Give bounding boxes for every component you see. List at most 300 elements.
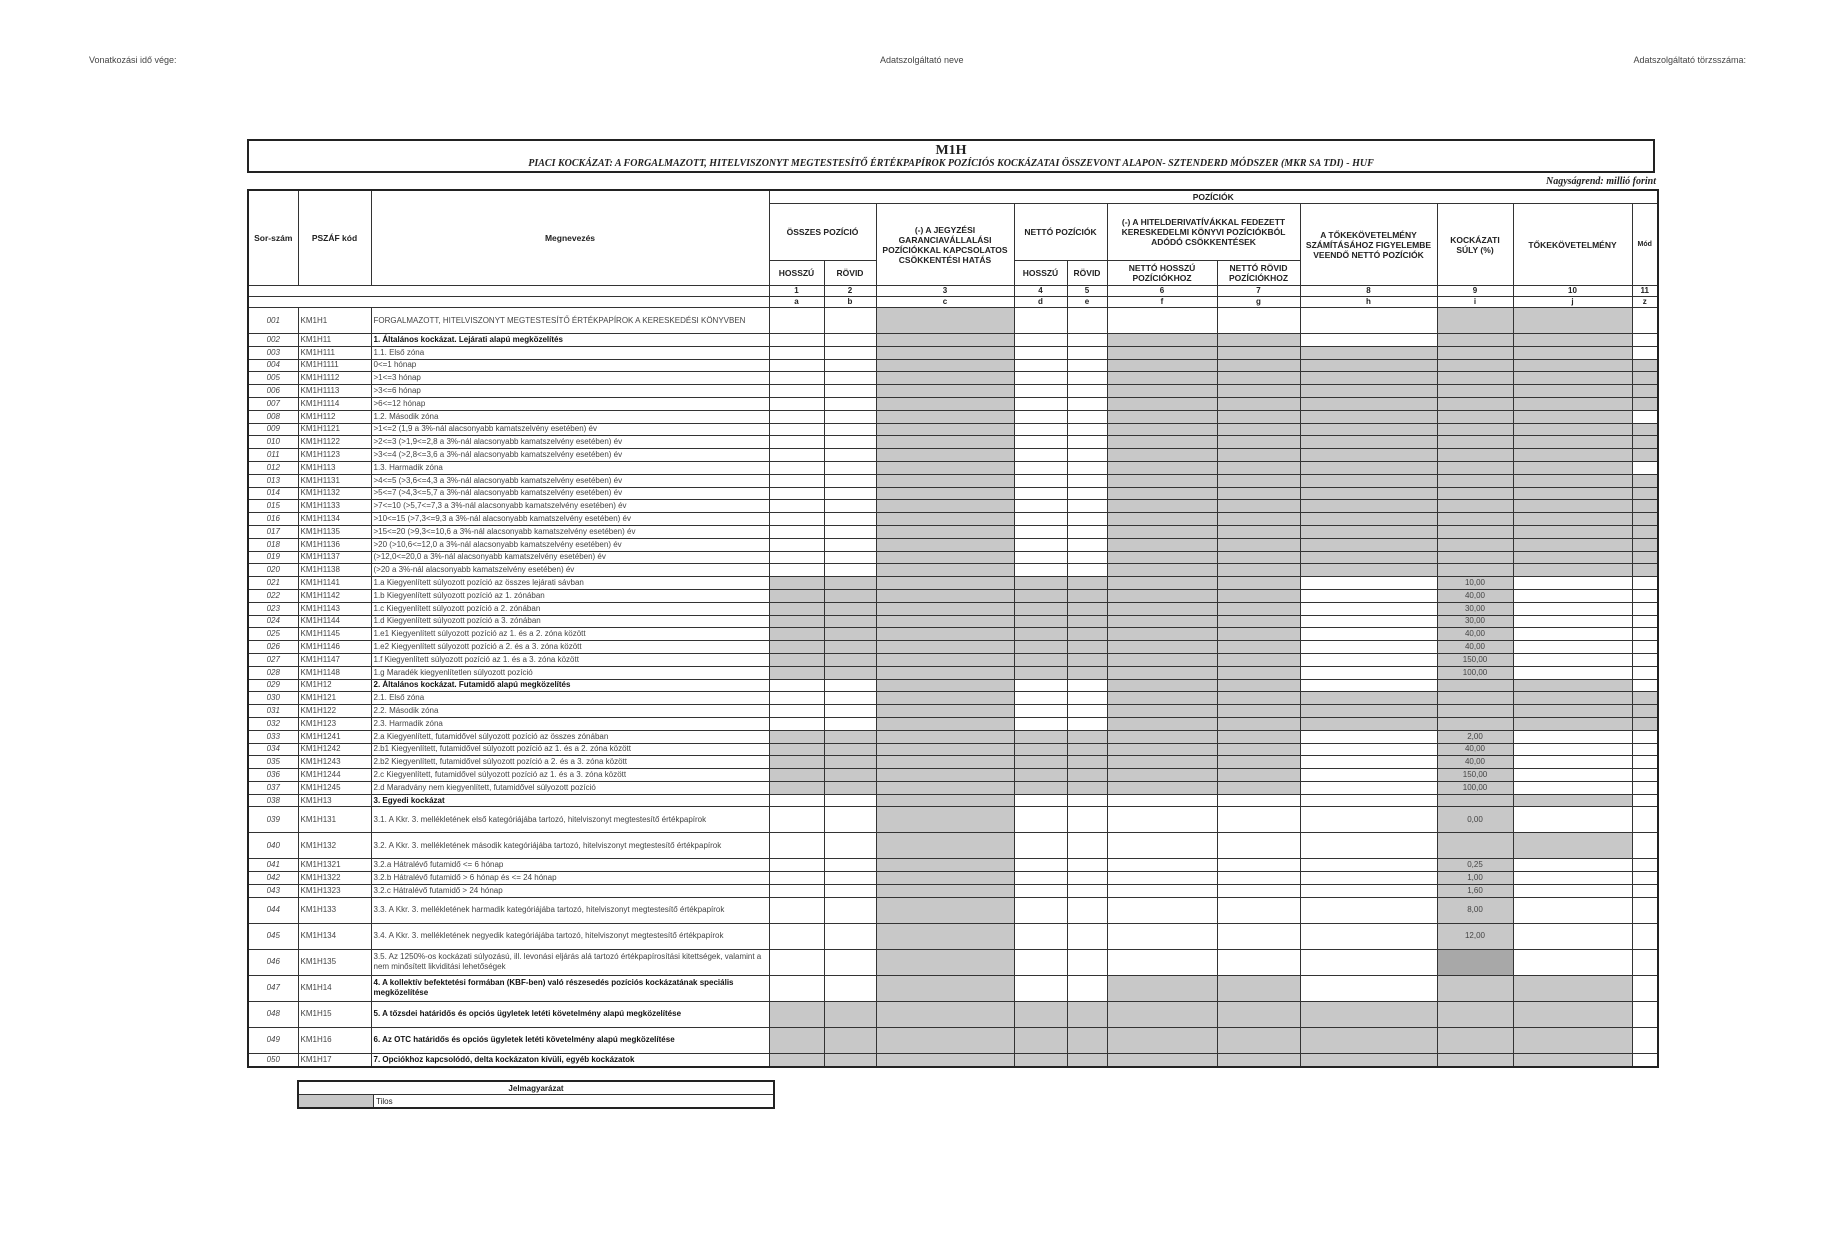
cell-d[interactable] bbox=[1014, 461, 1067, 474]
cell-d[interactable] bbox=[1014, 564, 1067, 577]
cell-b[interactable] bbox=[824, 794, 876, 807]
cell-d[interactable] bbox=[1014, 705, 1067, 718]
cell-d[interactable] bbox=[1014, 346, 1067, 359]
cell-e[interactable] bbox=[1067, 692, 1107, 705]
cell-j[interactable] bbox=[1513, 897, 1632, 923]
cell-a[interactable] bbox=[769, 551, 824, 564]
risk-weight-cell bbox=[1437, 717, 1513, 730]
cell-g bbox=[1217, 538, 1300, 551]
row-number: 030 bbox=[248, 692, 298, 705]
cell-b[interactable] bbox=[824, 717, 876, 730]
table-row bbox=[248, 833, 1658, 859]
cell-h[interactable] bbox=[1300, 577, 1437, 590]
cell-a[interactable] bbox=[769, 334, 824, 347]
cell-j[interactable] bbox=[1513, 859, 1632, 872]
cell-z[interactable] bbox=[1632, 346, 1658, 359]
row-code: KM1H133 bbox=[298, 897, 371, 923]
cell-h[interactable] bbox=[1300, 949, 1437, 975]
cell-j[interactable] bbox=[1513, 589, 1632, 602]
cell-g[interactable] bbox=[1217, 833, 1300, 859]
cell-d[interactable] bbox=[1014, 397, 1067, 410]
cell-z[interactable] bbox=[1632, 589, 1658, 602]
cell-b[interactable] bbox=[824, 359, 876, 372]
cell-b[interactable] bbox=[824, 423, 876, 436]
cell-e[interactable] bbox=[1067, 885, 1107, 898]
cell-e[interactable] bbox=[1067, 859, 1107, 872]
cell-b[interactable] bbox=[824, 692, 876, 705]
cell-d[interactable] bbox=[1014, 872, 1067, 885]
cell-b[interactable] bbox=[824, 807, 876, 833]
cell-z[interactable] bbox=[1632, 1001, 1658, 1027]
cell-b[interactable] bbox=[824, 487, 876, 500]
cell-a[interactable] bbox=[769, 397, 824, 410]
cell-d[interactable] bbox=[1014, 334, 1067, 347]
cell-e[interactable] bbox=[1067, 717, 1107, 730]
cell-b[interactable] bbox=[824, 461, 876, 474]
cell-e[interactable] bbox=[1067, 500, 1107, 513]
cell-b[interactable] bbox=[824, 538, 876, 551]
cell-z[interactable] bbox=[1632, 859, 1658, 872]
cell-g[interactable] bbox=[1217, 949, 1300, 975]
cell-a bbox=[769, 756, 824, 769]
cell-e[interactable] bbox=[1067, 705, 1107, 718]
cell-z[interactable] bbox=[1632, 769, 1658, 782]
row-label: >20 (>10,6<=12,0 a 3%-nál alacsonyabb kamatszelvény esetében) év bbox=[371, 538, 769, 551]
cell-h[interactable] bbox=[1300, 794, 1437, 807]
cell-b[interactable] bbox=[824, 308, 876, 334]
cell-b[interactable] bbox=[824, 897, 876, 923]
cell-a[interactable] bbox=[769, 794, 824, 807]
row-label: >1<=2 (1,9 a 3%-nál alacsonyabb kamatszelvény esetében) év bbox=[371, 423, 769, 436]
cell-d[interactable] bbox=[1014, 474, 1067, 487]
cell-d[interactable] bbox=[1014, 513, 1067, 526]
cell-d[interactable] bbox=[1014, 308, 1067, 334]
col-num: 11 bbox=[1632, 286, 1658, 297]
cell-a[interactable] bbox=[769, 859, 824, 872]
cell-j[interactable] bbox=[1513, 923, 1632, 949]
risk-weight-cell bbox=[1437, 385, 1513, 398]
cell-z[interactable] bbox=[1632, 410, 1658, 423]
cell-z[interactable] bbox=[1632, 308, 1658, 334]
cell-z[interactable] bbox=[1632, 461, 1658, 474]
cell-z[interactable] bbox=[1632, 334, 1658, 347]
cell-e[interactable] bbox=[1067, 372, 1107, 385]
cell-g bbox=[1217, 385, 1300, 398]
cell-h[interactable] bbox=[1300, 308, 1437, 334]
cell-a[interactable] bbox=[769, 449, 824, 462]
cell-e[interactable] bbox=[1067, 334, 1107, 347]
row-code: KM1H1244 bbox=[298, 769, 371, 782]
cell-d[interactable] bbox=[1014, 551, 1067, 564]
cell-e[interactable] bbox=[1067, 436, 1107, 449]
table-row bbox=[248, 474, 1658, 487]
cell-d[interactable] bbox=[1014, 949, 1067, 975]
cell-a[interactable] bbox=[769, 359, 824, 372]
cell-z[interactable] bbox=[1632, 897, 1658, 923]
cell-a[interactable] bbox=[769, 487, 824, 500]
cell-z[interactable] bbox=[1632, 628, 1658, 641]
cell-e[interactable] bbox=[1067, 975, 1107, 1001]
cell-h[interactable] bbox=[1300, 872, 1437, 885]
cell-z[interactable] bbox=[1632, 885, 1658, 898]
cell-e[interactable] bbox=[1067, 410, 1107, 423]
cell-d[interactable] bbox=[1014, 923, 1067, 949]
cell-b[interactable] bbox=[824, 525, 876, 538]
cell-f[interactable] bbox=[1107, 897, 1217, 923]
cell-z[interactable] bbox=[1632, 756, 1658, 769]
row-code: KM1H1141 bbox=[298, 577, 371, 590]
cell-f[interactable] bbox=[1107, 794, 1217, 807]
cell-j[interactable] bbox=[1513, 577, 1632, 590]
cell-b[interactable] bbox=[824, 885, 876, 898]
cell-f[interactable] bbox=[1107, 872, 1217, 885]
cell-h[interactable] bbox=[1300, 653, 1437, 666]
cell-j[interactable] bbox=[1513, 781, 1632, 794]
cell-d[interactable] bbox=[1014, 859, 1067, 872]
cell-h[interactable] bbox=[1300, 334, 1437, 347]
cell-j[interactable] bbox=[1513, 641, 1632, 654]
cell-d[interactable] bbox=[1014, 833, 1067, 859]
cell-b[interactable] bbox=[824, 397, 876, 410]
cell-e[interactable] bbox=[1067, 461, 1107, 474]
cell-z[interactable] bbox=[1632, 641, 1658, 654]
cell-h[interactable] bbox=[1300, 641, 1437, 654]
cell-e[interactable] bbox=[1067, 551, 1107, 564]
cell-j[interactable] bbox=[1513, 756, 1632, 769]
cell-a[interactable] bbox=[769, 692, 824, 705]
cell-j[interactable] bbox=[1513, 872, 1632, 885]
cell-a[interactable] bbox=[769, 538, 824, 551]
cell-d[interactable] bbox=[1014, 679, 1067, 692]
cell-a[interactable] bbox=[769, 525, 824, 538]
cell-j[interactable] bbox=[1513, 769, 1632, 782]
cell-z[interactable] bbox=[1632, 923, 1658, 949]
row-label: >5<=7 (>4,3<=5,7 a 3%-nál alacsonyabb kamatszelvény esetében) év bbox=[371, 487, 769, 500]
cell-g[interactable] bbox=[1217, 897, 1300, 923]
row-label: 2.2. Második zóna bbox=[371, 705, 769, 718]
risk-weight-cell bbox=[1437, 564, 1513, 577]
cell-g[interactable] bbox=[1217, 807, 1300, 833]
cell-d[interactable] bbox=[1014, 885, 1067, 898]
cell-d[interactable] bbox=[1014, 692, 1067, 705]
cell-a[interactable] bbox=[769, 564, 824, 577]
cell-a[interactable] bbox=[769, 717, 824, 730]
cell-e[interactable] bbox=[1067, 513, 1107, 526]
cell-a[interactable] bbox=[769, 679, 824, 692]
row-code: KM1H121 bbox=[298, 692, 371, 705]
cell-z[interactable] bbox=[1632, 666, 1658, 679]
row-code: KM1H1142 bbox=[298, 589, 371, 602]
cell-d[interactable] bbox=[1014, 807, 1067, 833]
risk-weight-cell: 40,00 bbox=[1437, 589, 1513, 602]
cell-e[interactable] bbox=[1067, 833, 1107, 859]
cell-e[interactable] bbox=[1067, 564, 1107, 577]
cell-j[interactable] bbox=[1513, 628, 1632, 641]
form-title-box bbox=[247, 139, 1655, 173]
cell-z[interactable] bbox=[1632, 679, 1658, 692]
cell-b[interactable] bbox=[824, 474, 876, 487]
cell-f bbox=[1107, 461, 1217, 474]
risk-weight-cell bbox=[1437, 397, 1513, 410]
cell-z bbox=[1632, 538, 1658, 551]
cell-h[interactable] bbox=[1300, 859, 1437, 872]
row-code: KM1H134 bbox=[298, 923, 371, 949]
row-code: KM1H1323 bbox=[298, 885, 371, 898]
cell-d bbox=[1014, 653, 1067, 666]
cell-f bbox=[1107, 346, 1217, 359]
cell-h[interactable] bbox=[1300, 781, 1437, 794]
cell-j[interactable] bbox=[1513, 666, 1632, 679]
cell-z[interactable] bbox=[1632, 975, 1658, 1001]
cell-b[interactable] bbox=[824, 859, 876, 872]
cell-e[interactable] bbox=[1067, 487, 1107, 500]
cell-f[interactable] bbox=[1107, 923, 1217, 949]
cell-z[interactable] bbox=[1632, 833, 1658, 859]
cell-h[interactable] bbox=[1300, 730, 1437, 743]
cell-h[interactable] bbox=[1300, 666, 1437, 679]
cell-a[interactable] bbox=[769, 872, 824, 885]
cell-f bbox=[1107, 1053, 1217, 1066]
cell-e[interactable] bbox=[1067, 474, 1107, 487]
col-sorszam: Sor-szám bbox=[248, 190, 298, 286]
cell-a[interactable] bbox=[769, 500, 824, 513]
cell-a[interactable] bbox=[769, 897, 824, 923]
cell-z[interactable] bbox=[1632, 781, 1658, 794]
row-label: 1.e1 Kiegyenlített súlyozott pozíció az 1. és a 2. zóna között bbox=[371, 628, 769, 641]
row-code: KM1H1144 bbox=[298, 615, 371, 628]
cell-b[interactable] bbox=[824, 564, 876, 577]
cell-h bbox=[1300, 423, 1437, 436]
cell-z[interactable] bbox=[1632, 615, 1658, 628]
cell-e[interactable] bbox=[1067, 794, 1107, 807]
cell-h bbox=[1300, 359, 1437, 372]
cell-d[interactable] bbox=[1014, 359, 1067, 372]
cell-c bbox=[876, 461, 1014, 474]
cell-z[interactable] bbox=[1632, 653, 1658, 666]
cell-d[interactable] bbox=[1014, 525, 1067, 538]
cell-a[interactable] bbox=[769, 833, 824, 859]
cell-z[interactable] bbox=[1632, 949, 1658, 975]
cell-a[interactable] bbox=[769, 436, 824, 449]
cell-b[interactable] bbox=[824, 949, 876, 975]
cell-d[interactable] bbox=[1014, 500, 1067, 513]
cell-a[interactable] bbox=[769, 385, 824, 398]
cell-h[interactable] bbox=[1300, 756, 1437, 769]
cell-b[interactable] bbox=[824, 923, 876, 949]
row-number: 038 bbox=[248, 794, 298, 807]
cell-e[interactable] bbox=[1067, 807, 1107, 833]
cell-d[interactable] bbox=[1014, 794, 1067, 807]
cell-z[interactable] bbox=[1632, 1053, 1658, 1066]
cell-a[interactable] bbox=[769, 372, 824, 385]
cell-g bbox=[1217, 372, 1300, 385]
cell-d[interactable] bbox=[1014, 717, 1067, 730]
cell-c bbox=[876, 564, 1014, 577]
cell-j[interactable] bbox=[1513, 615, 1632, 628]
cell-h[interactable] bbox=[1300, 923, 1437, 949]
cell-d[interactable] bbox=[1014, 538, 1067, 551]
cell-g[interactable] bbox=[1217, 923, 1300, 949]
cell-j[interactable] bbox=[1513, 807, 1632, 833]
cell-b[interactable] bbox=[824, 513, 876, 526]
cell-z bbox=[1632, 525, 1658, 538]
cell-b[interactable] bbox=[824, 705, 876, 718]
cell-d[interactable] bbox=[1014, 410, 1067, 423]
cell-a[interactable] bbox=[769, 410, 824, 423]
cell-e[interactable] bbox=[1067, 359, 1107, 372]
cell-d[interactable] bbox=[1014, 449, 1067, 462]
cell-d bbox=[1014, 666, 1067, 679]
row-number: 026 bbox=[248, 641, 298, 654]
cell-j[interactable] bbox=[1513, 885, 1632, 898]
cell-z[interactable] bbox=[1632, 730, 1658, 743]
cell-z[interactable] bbox=[1632, 794, 1658, 807]
cell-a[interactable] bbox=[769, 949, 824, 975]
cell-h[interactable] bbox=[1300, 885, 1437, 898]
cell-d bbox=[1014, 730, 1067, 743]
cell-g[interactable] bbox=[1217, 308, 1300, 334]
cell-a[interactable] bbox=[769, 461, 824, 474]
cell-h[interactable] bbox=[1300, 679, 1437, 692]
cell-g[interactable] bbox=[1217, 794, 1300, 807]
cell-a[interactable] bbox=[769, 885, 824, 898]
cell-d[interactable] bbox=[1014, 436, 1067, 449]
table-row bbox=[248, 308, 1658, 334]
cell-g[interactable] bbox=[1217, 859, 1300, 872]
cell-f[interactable] bbox=[1107, 308, 1217, 334]
cell-h[interactable] bbox=[1300, 615, 1437, 628]
cell-a[interactable] bbox=[769, 308, 824, 334]
cell-z[interactable] bbox=[1632, 1027, 1658, 1053]
cell-d[interactable] bbox=[1014, 975, 1067, 1001]
table-row bbox=[248, 602, 1658, 615]
cell-e[interactable] bbox=[1067, 949, 1107, 975]
cell-g[interactable] bbox=[1217, 885, 1300, 898]
cell-h[interactable] bbox=[1300, 602, 1437, 615]
cell-d[interactable] bbox=[1014, 487, 1067, 500]
cell-b[interactable] bbox=[824, 500, 876, 513]
cell-j[interactable] bbox=[1513, 730, 1632, 743]
cell-c bbox=[876, 1027, 1014, 1053]
cell-b[interactable] bbox=[824, 372, 876, 385]
cell-z[interactable] bbox=[1632, 743, 1658, 756]
cell-e[interactable] bbox=[1067, 385, 1107, 398]
cell-a[interactable] bbox=[769, 346, 824, 359]
cell-h[interactable] bbox=[1300, 743, 1437, 756]
cell-e[interactable] bbox=[1067, 525, 1107, 538]
cell-h[interactable] bbox=[1300, 897, 1437, 923]
cell-h[interactable] bbox=[1300, 589, 1437, 602]
row-number: 025 bbox=[248, 628, 298, 641]
unit-label: Nagyságrend: millió forint bbox=[1545, 176, 1656, 187]
cell-a[interactable] bbox=[769, 923, 824, 949]
cell-c bbox=[876, 615, 1014, 628]
cell-b[interactable] bbox=[824, 551, 876, 564]
cell-b[interactable] bbox=[824, 679, 876, 692]
cell-e[interactable] bbox=[1067, 308, 1107, 334]
risk-weight-cell: 100,00 bbox=[1437, 666, 1513, 679]
cell-f[interactable] bbox=[1107, 949, 1217, 975]
cell-b[interactable] bbox=[824, 346, 876, 359]
cell-a[interactable] bbox=[769, 975, 824, 1001]
cell-j[interactable] bbox=[1513, 743, 1632, 756]
cell-d[interactable] bbox=[1014, 423, 1067, 436]
cell-b[interactable] bbox=[824, 872, 876, 885]
cell-a[interactable] bbox=[769, 513, 824, 526]
cell-e[interactable] bbox=[1067, 923, 1107, 949]
cell-b[interactable] bbox=[824, 975, 876, 1001]
cell-d[interactable] bbox=[1014, 385, 1067, 398]
row-code: KM1H111 bbox=[298, 346, 371, 359]
row-number: 018 bbox=[248, 538, 298, 551]
cell-e[interactable] bbox=[1067, 397, 1107, 410]
cell-e[interactable] bbox=[1067, 679, 1107, 692]
cell-b[interactable] bbox=[824, 449, 876, 462]
cell-c bbox=[876, 385, 1014, 398]
cell-h[interactable] bbox=[1300, 628, 1437, 641]
cell-h[interactable] bbox=[1300, 975, 1437, 1001]
cell-e[interactable] bbox=[1067, 538, 1107, 551]
cell-z[interactable] bbox=[1632, 602, 1658, 615]
cell-a bbox=[769, 730, 824, 743]
cell-a[interactable] bbox=[769, 474, 824, 487]
cell-a[interactable] bbox=[769, 807, 824, 833]
cell-e[interactable] bbox=[1067, 872, 1107, 885]
cell-b[interactable] bbox=[824, 385, 876, 398]
cell-d[interactable] bbox=[1014, 372, 1067, 385]
cell-h[interactable] bbox=[1300, 807, 1437, 833]
col-letter: j bbox=[1513, 297, 1632, 308]
cell-e[interactable] bbox=[1067, 423, 1107, 436]
cell-e[interactable] bbox=[1067, 346, 1107, 359]
cell-j bbox=[1513, 717, 1632, 730]
cell-b[interactable] bbox=[824, 833, 876, 859]
cell-z[interactable] bbox=[1632, 872, 1658, 885]
cell-j bbox=[1513, 679, 1632, 692]
cell-f[interactable] bbox=[1107, 885, 1217, 898]
cell-h[interactable] bbox=[1300, 833, 1437, 859]
cell-f[interactable] bbox=[1107, 859, 1217, 872]
cell-e bbox=[1067, 602, 1107, 615]
row-number: 042 bbox=[248, 872, 298, 885]
cell-j[interactable] bbox=[1513, 602, 1632, 615]
cell-z[interactable] bbox=[1632, 807, 1658, 833]
cell-f[interactable] bbox=[1107, 807, 1217, 833]
cell-h[interactable] bbox=[1300, 769, 1437, 782]
cell-j[interactable] bbox=[1513, 949, 1632, 975]
cell-h bbox=[1300, 397, 1437, 410]
cell-z bbox=[1632, 705, 1658, 718]
cell-f bbox=[1107, 397, 1217, 410]
cell-e[interactable] bbox=[1067, 449, 1107, 462]
cell-f[interactable] bbox=[1107, 833, 1217, 859]
cell-e[interactable] bbox=[1067, 897, 1107, 923]
cell-g[interactable] bbox=[1217, 872, 1300, 885]
table-row bbox=[248, 1001, 1658, 1027]
col-letter: z bbox=[1632, 297, 1658, 308]
table-row bbox=[248, 423, 1658, 436]
cell-a[interactable] bbox=[769, 705, 824, 718]
cell-b[interactable] bbox=[824, 410, 876, 423]
cell-a[interactable] bbox=[769, 423, 824, 436]
risk-weight-cell: 10,00 bbox=[1437, 577, 1513, 590]
cell-b[interactable] bbox=[824, 334, 876, 347]
cell-z[interactable] bbox=[1632, 577, 1658, 590]
cell-d[interactable] bbox=[1014, 897, 1067, 923]
cell-b[interactable] bbox=[824, 436, 876, 449]
risk-weight-cell bbox=[1437, 436, 1513, 449]
cell-j[interactable] bbox=[1513, 653, 1632, 666]
